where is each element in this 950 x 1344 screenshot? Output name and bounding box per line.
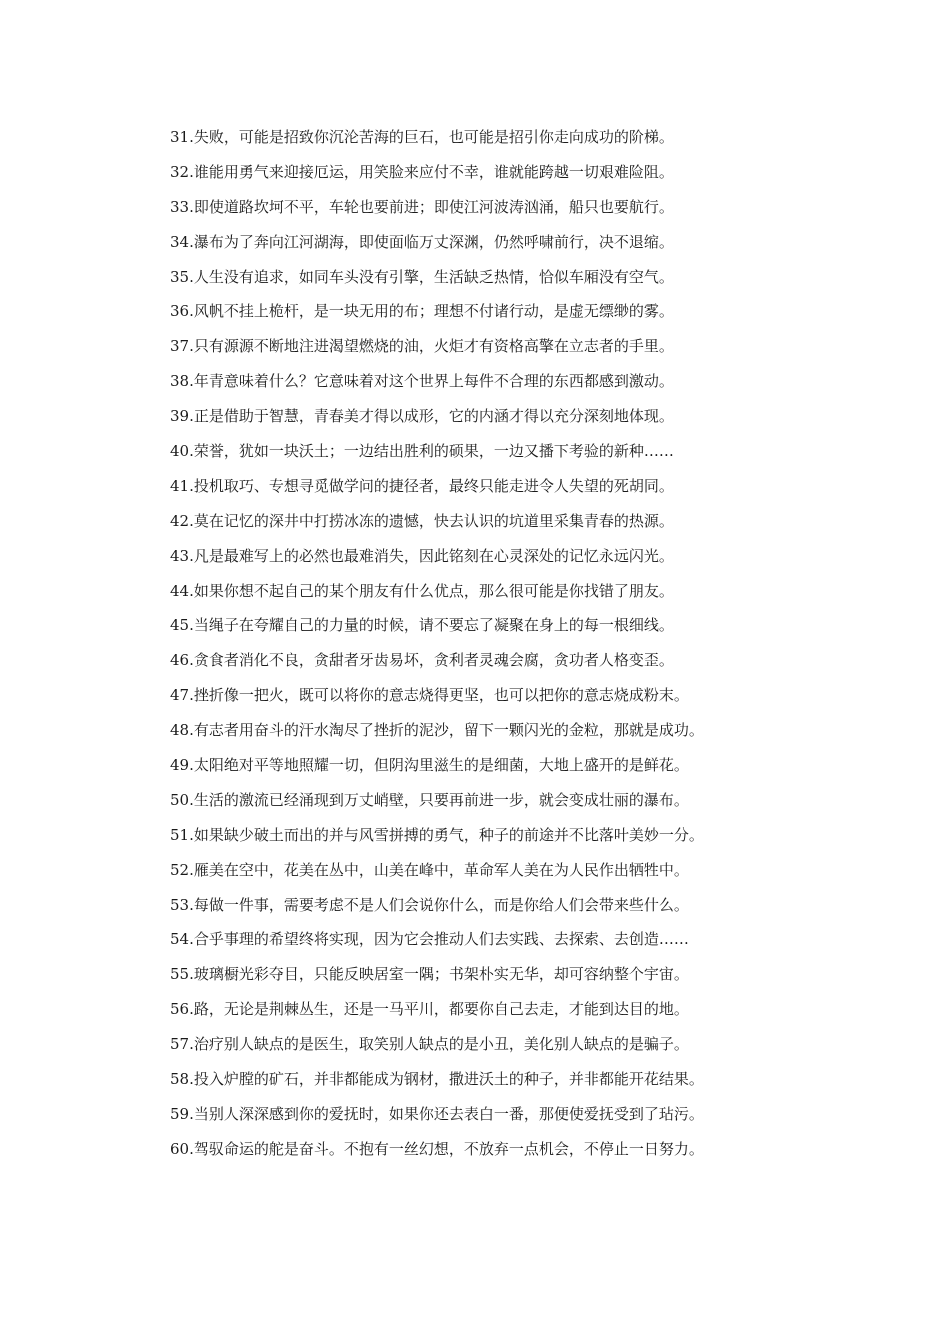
quote-text: 贪食者消化不良，贪甜者牙齿易坏，贪利者灵魂会腐，贪功者人格变歪。 [193,651,674,670]
quote-item [170,608,790,643]
quote-text: 年青意味着什么？它意味着对这个世界上每件不合理的东西都感到激动。 [193,372,674,391]
quote-item [170,748,790,783]
quote-item [170,539,790,574]
quote-number: 49. [170,756,194,775]
quote-text: 当别人深深感到你的爱抚时，如果你还去表白一番，那便使爱抚受到了玷污。 [193,1104,704,1123]
quote-number: 56. [170,1000,194,1019]
quote-number: 52. [170,860,194,879]
quote-number: 55. [170,965,194,984]
quote-text: 每做一件事，需要考虑不是人们会说你什么，而是你给人们会带来些什么。 [193,895,689,914]
quote-item [170,888,790,923]
quote-text: 玻璃橱光彩夺目，只能反映居室一隅；书架朴实无华，却可容纳整个宇宙。 [193,965,689,984]
quote-item [170,678,790,713]
quote-number: 57. [170,1035,194,1054]
quote-text: 正是借助于智慧，青春美才得以成形，它的内涵才得以充分深刻地体现。 [193,407,674,426]
quote-number: 45. [170,616,194,635]
quote-text: 挫折像一把火，既可以将你的意志烧得更坚，也可以把你的意志烧成粉末。 [193,686,689,705]
quote-number: 47. [170,686,194,705]
quote-number: 59. [170,1104,194,1123]
quote-item [170,190,790,225]
quote-number: 32. [170,162,194,181]
quote-text: 瀑布为了奔向江河湖海，即使面临万丈深渊，仍然呼啸前行，决不退缩。 [193,232,674,251]
quote-number: 39. [170,407,194,426]
quote-text: 投入炉膛的矿石，并非都能成为钢材，撒进沃土的种子，并非都能开花结果。 [193,1070,704,1089]
quote-number: 38. [170,372,194,391]
quote-text: 风帆不挂上桅杆，是一块无用的布；理想不付诸行动，是虚无缥缈的雾。 [193,302,674,321]
quote-text: 人生没有追求，如同车头没有引擎，生活缺乏热情，恰似车厢没有空气。 [193,267,674,286]
quote-text: 凡是最难写上的必然也最难消失，因此铭刻在心灵深处的记忆永远闪光。 [193,546,674,565]
quote-number: 36. [170,302,194,321]
quote-number: 44. [170,581,194,600]
quote-item [170,1027,790,1062]
quote-text: 治疗别人缺点的是医生，取笑别人缺点的是小丑，美化别人缺点的是骗子。 [193,1035,689,1054]
quote-text: 有志者用奋斗的汗水淘尽了挫折的泥沙，留下一颗闪光的金粒，那就是成功。 [193,721,704,740]
quote-item [170,294,790,329]
quote-item [170,818,790,853]
quote-item [170,225,790,260]
quote-item [170,922,790,957]
quote-text: 失败，可能是招致你沉沦苦海的巨石，也可能是招引你走向成功的阶梯。 [193,128,674,146]
quote-item [170,643,790,678]
quote-text: 莫在记忆的深井中打捞冰冻的遗憾，快去认识的坑道里采集青春的热源。 [193,511,674,530]
quote-item [170,783,790,818]
quote-item [170,155,790,190]
quote-text: 太阳绝对平等地照耀一切，但阴沟里滋生的是细菌，大地上盛开的是鲜花。 [193,756,689,775]
quote-number: 50. [170,790,194,809]
quote-item [170,1062,790,1097]
quote-number: 33. [170,197,194,216]
quote-item [170,329,790,364]
quote-number: 42. [170,511,194,530]
quote-text: 只有源源不断地注进渴望燃烧的油，火炬才有资格高擎在立志者的手里。 [193,337,674,356]
quote-number: 43. [170,546,194,565]
quote-item [170,957,790,992]
quote-item [170,574,790,609]
quote-item [170,364,790,399]
quote-item [170,853,790,888]
quote-item [170,120,790,155]
quote-text: 雁美在空中，花美在丛中，山美在峰中，革命军人美在为人民作出牺牲中。 [193,860,689,879]
quote-text: 荣誉，犹如一块沃土；一边结出胜利的硕果，一边又播下考验的新种…… [193,442,674,461]
quote-text: 投机取巧、专想寻觅做学问的捷径者，最终只能走进令人失望的死胡同。 [193,476,674,495]
quote-number: 35. [170,267,194,286]
quote-item [170,1132,790,1167]
quote-number: 54. [170,930,194,949]
quote-item [170,1097,790,1132]
quote-item [170,504,790,539]
quote-text: 路，无论是荆棘丛生，还是一马平川，都要你自己去走，才能到达目的地。 [193,1000,689,1019]
quote-list [170,120,790,1167]
quote-text: 即使道路坎坷不平，车轮也要前进；即使江河波涛汹涌，船只也要航行。 [193,197,674,216]
quote-item [170,434,790,469]
quote-number: 51. [170,825,194,844]
quote-text: 谁能用勇气来迎接厄运，用笑脸来应付不幸，谁就能跨越一切艰难险阻。 [193,162,674,181]
quote-text: 生活的激流已经涌现到万丈峭壁，只要再前进一步，就会变成壮丽的瀑布。 [193,790,689,809]
quote-item [170,992,790,1027]
quote-text: 合乎事理的希望终将实现，因为它会推动人们去实践、去探索、去创造…… [193,930,689,949]
quote-number: 58. [170,1070,194,1089]
quote-number: 31. [170,128,194,146]
quote-item [170,399,790,434]
quote-text: 如果缺少破土而出的并与风雪拼搏的勇气，种子的前途并不比落叶美妙一分。 [193,825,704,844]
quote-item [170,469,790,504]
quote-number: 46. [170,651,194,670]
quote-number: 53. [170,895,194,914]
quote-text: 驾驭命运的舵是奋斗。不抱有一丝幻想，不放弃一点机会，不停止一日努力。 [193,1139,704,1158]
quote-item [170,713,790,748]
quote-item [170,260,790,295]
quote-text: 当绳子在夸耀自己的力量的时候，请不要忘了凝聚在身上的每一根细线。 [193,616,674,635]
quote-number: 37. [170,337,194,356]
quote-number: 34. [170,232,194,251]
quote-text: 如果你想不起自己的某个朋友有什么优点，那么很可能是你找错了朋友。 [193,581,674,600]
quote-number: 48. [170,721,194,740]
quote-number: 41. [170,476,194,495]
quote-number: 60. [170,1139,194,1158]
quote-number: 40. [170,442,194,461]
